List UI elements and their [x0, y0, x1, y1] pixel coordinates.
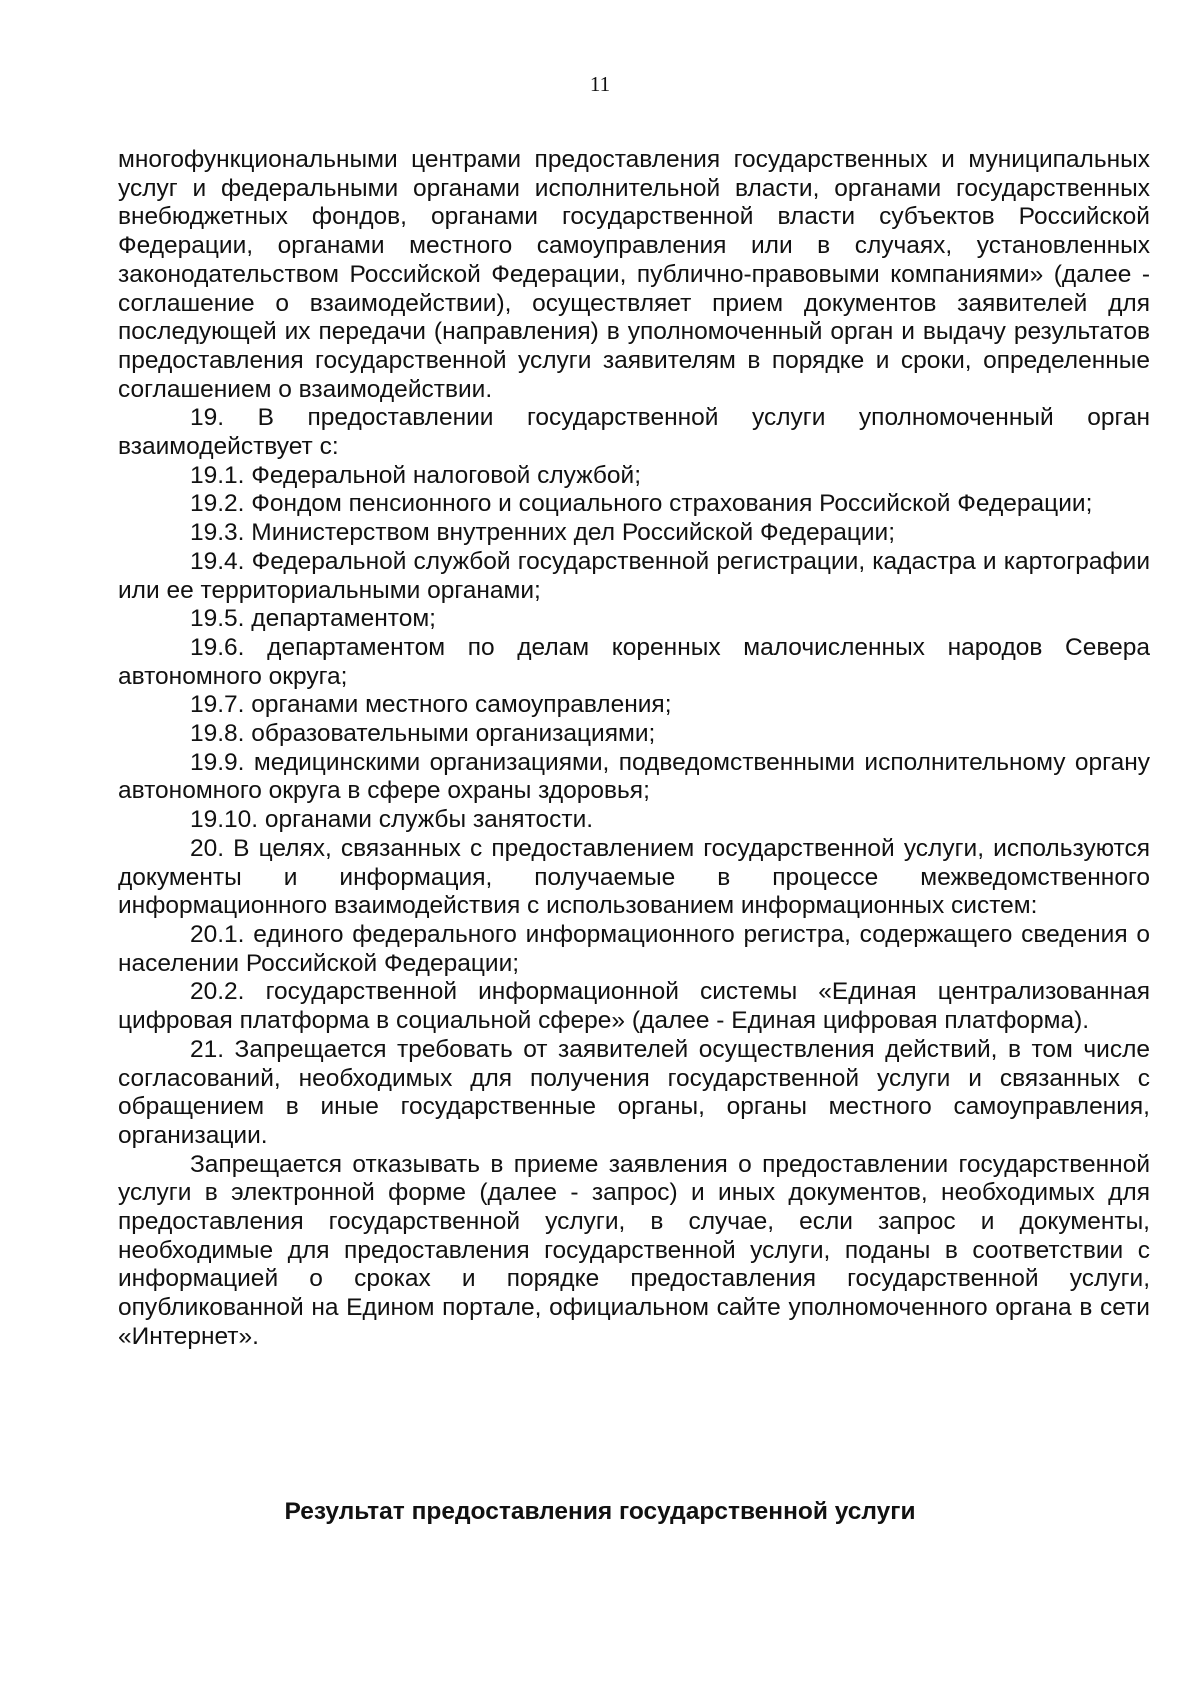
paragraph-clause-19-2: 19.2. Фондом пенсионного и социального страхования Российской Федерации;: [190, 490, 1093, 518]
paragraph-clause-19-8: 19.8. образовательными организациями;: [190, 720, 656, 748]
paragraph-clause-19-10: 19.10. органами службы занятости.: [190, 806, 594, 834]
paragraph-clause-19-7: 19.7. органами местного самоуправления;: [190, 691, 672, 719]
paragraph-clause-19-5: 19.5. департаментом;: [190, 605, 436, 633]
paragraph-clause-20-2: 20.2. государственной информационной системы «Единая централизованная цифровая платформа в социальной сфере» (далее - Единая цифровая платформа).: [118, 978, 1150, 1035]
page-number: 11: [589, 72, 611, 96]
paragraph-clause-19-9: 19.9. медицинскими организациями, подведомственными исполнительному органу автономного округа в сфере охраны здоровья;: [118, 748, 1150, 805]
paragraph-clause-19-1: 19.1. Федеральной налоговой службой;: [190, 461, 642, 489]
paragraph-clause-19: 19. В предоставлении государственной услуги уполномоченный орган взаимодействует с:: [118, 404, 1150, 461]
paragraph-clause-21: 21. Запрещается требовать от заявителей осуществления действий, в том числе согласований, необходимых для получения государственной услуги и связанных с обращением в иные государственные органы, органы местного самоуправления, организации.: [118, 1035, 1150, 1149]
document-body: [118, 146, 1150, 1352]
section-heading: Результат предоставления государственной услуги: [284, 1498, 916, 1525]
paragraph-clause-19-6: 19.6. департаментом по делам коренных малочисленных народов Севера автономного округа;: [118, 633, 1150, 690]
paragraph-clause-21-refusal: Запрещается отказывать в приеме заявления о предоставлении государственной услуги в электронной форме (далее - запрос) и иных документов, необходимых для предоставления государственной услуги, в случае, если запрос и документы, необходимые для предоставления государственной услуги, поданы в соответствии с информацией о сроках и порядке предоставления государственной услуги, опубликованной на Едином портале, официальном сайте уполномоченного органа в сети «Интернет».: [118, 1150, 1150, 1350]
paragraph-clause-20-1: 20.1. единого федерального информационного регистра, содержащего сведения о населении Российской Федерации;: [118, 920, 1150, 977]
paragraph-clause-19-4: 19.4. Федеральной службой государственной регистрации, кадастра и картографии или ее территориальными органами;: [118, 547, 1150, 604]
paragraph-continuation: многофункциональными центрами предоставления государственных и муниципальных услуг и федеральными органами исполнительной власти, органами государственных внебюджетных фондов, органами государственной власти субъектов Российской Федерации, органами местного самоуправления или в случаях, установленных законодательством Российской Федерации, публично-правовыми компаниями» (далее - соглашение о взаимодействии), осуществляет прием документов заявителей для последующей их передачи (направления) в уполномоченный орган и выдачу результатов предоставления государственной услуги заявителям в порядке и сроки, определенные соглашением о взаимодействии.: [118, 146, 1150, 403]
paragraph-clause-20: 20. В целях, связанных с предоставлением государственной услуги, используются документы и информация, получаемые в процессе межведомственного информационного взаимодействия с использованием информационных систем:: [118, 834, 1150, 920]
paragraph-clause-19-3: 19.3. Министерством внутренних дел Российской Федерации;: [190, 519, 896, 547]
